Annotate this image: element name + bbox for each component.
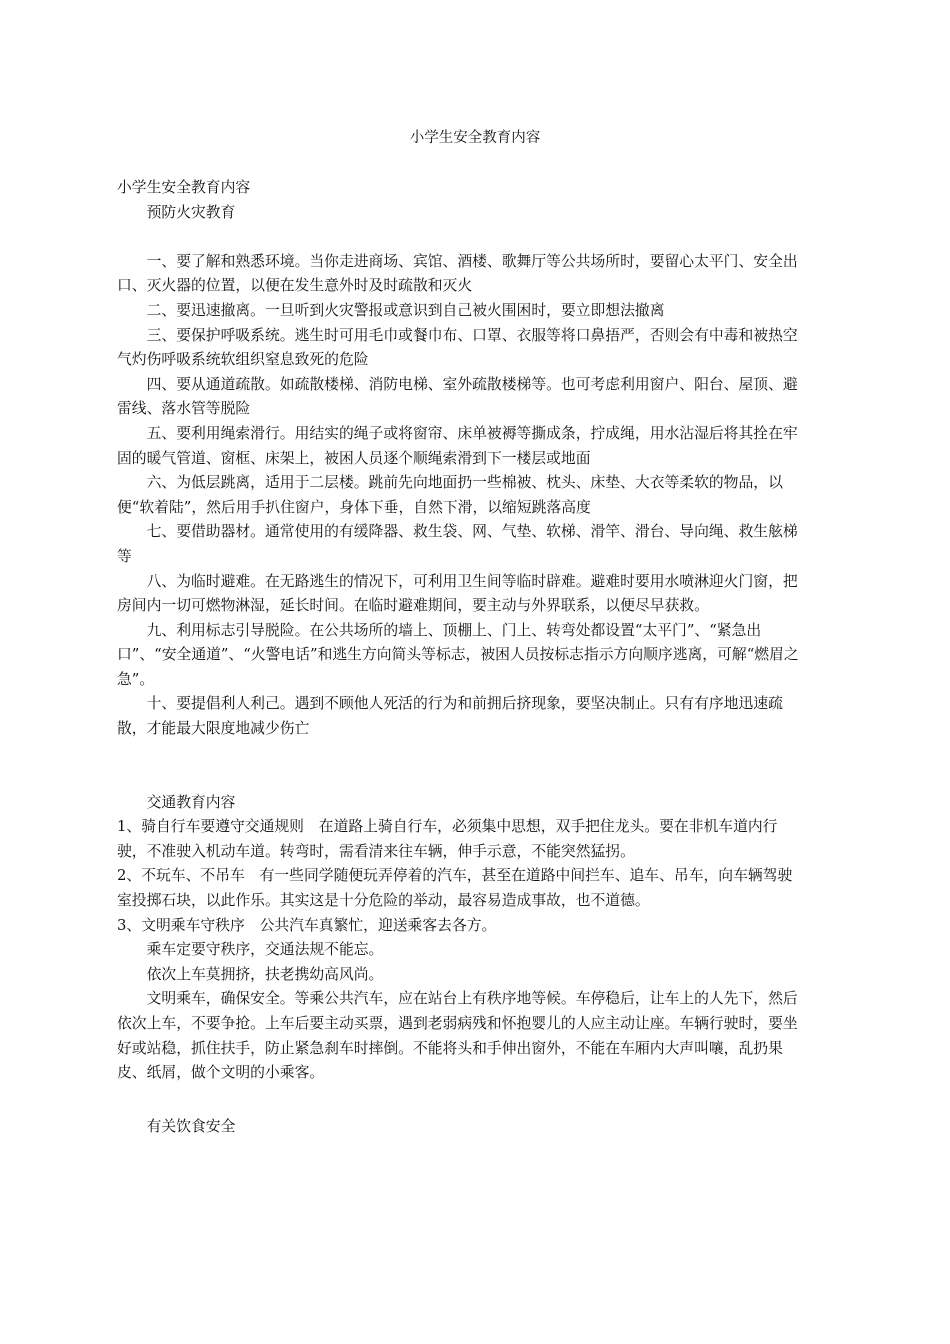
traffic-item-1: 1、骑自行车要遵守交通规则 在道路上骑自行车，必须集中思想，双手把住龙头。要在非机车道内行驶，不准驶入机动车道。转弯时，需看清来往车辆，伸手示意，不能突然猛拐。: [117, 818, 778, 860]
blank-space: [117, 742, 807, 791]
traffic-section-heading: 交通教育内容: [146, 793, 236, 811]
fire-item-9: 九、利用标志引导脱险。在公共场所的墙上、顶棚上、门上、转弯处都设置“太平门”、“紧急出口”、“安全通道”、“火警电话”和逃生方向简头等标志，被困人员按标志指示方向顺序逃离，可解“燃眉之急”。: [117, 621, 799, 688]
traffic-verse-1: 乘车定要守秩序，交通法规不能忘。: [146, 941, 384, 959]
document-title: 小学生安全教育内容: [409, 130, 541, 146]
fire-item-6: 六、为低层跳离，适用于二层楼。跳前先向地面扔一些棉被、枕头、床垫、大衣等柔软的物品，以便“软着陆”，然后用手扒住窗户，身体下垂，自然下滑，以缩短跳落高度: [117, 474, 783, 516]
blank-line: [117, 225, 807, 250]
traffic-verse-2: 依次上车莫拥挤，扶老携幼高风尚。: [146, 965, 384, 983]
fire-item-4: 四、要从通道疏散。如疏散楼梯、消防电梯、室外疏散楼梯等。也可考虑利用窗户、阳台、屋顶、避雷线、落水管等脱险: [117, 375, 798, 418]
traffic-item-2: 2、不玩车、不吊车 有一些同学随便玩弄停着的汽车，甚至在道路中间拦车、追车、吊车，向车辆驾驶室投掷石块，以此作乐。其实这是十分危险的举动，最容易造成事故，也不道德。: [117, 867, 793, 910]
food-section-heading: 有关饮食安全: [146, 1117, 236, 1135]
traffic-civil-paragraph: 文明乘车，确保安全。等乘公共汽车，应在站台上有秩序地等候。车停稳后，让车上的人先下，然后依次上车，不要争抢。上车后要主动买票，遇到老弱病残和怀抱婴儿的人应主动让座。车辆行驶时，要坐好或站稳，抓住扶手，防止紧急刹车时摔倒。不能将头和手伸出窗外，不能在车厢内大声叫嚷，乱扔果皮、纸屑，做个文明的小乘客。: [117, 990, 798, 1082]
blank-space: [117, 1086, 807, 1115]
fire-item-2: 二、要迅速撤离。一旦听到火灾警报或意识到自己被火围困时，要立即想法撤离: [146, 301, 665, 319]
fire-item-1: 一、要了解和熟悉环境。当你走进商场、宾馆、酒楼、歌舞厅等公共场所时，要留心太平门、安全出口、灭火器的位置，以便在发生意外时及时疏散和灭火: [117, 252, 798, 295]
section-subtitle: 小学生安全教育内容: [117, 179, 251, 196]
fire-item-8: 八、为临时避难。在无路逃生的情况下，可利用卫生间等临时辟难。避难时要用水喷淋迎火门窗，把房间内一切可燃物淋湿，延长时间。在临时避难期间，要主动与外界联系，以便尽早获救。: [117, 572, 798, 615]
fire-item-10: 十、要提倡利人利己。遇到不顾他人死活的行为和前拥后挤现象，要坚决制止。只有有序地迅速疏散，才能最大限度地减少伤亡: [117, 695, 783, 738]
traffic-item-3: 3、文明乘车守秩序 公共汽车真繁忙，迎送乘客去各方。: [117, 916, 497, 934]
fire-item-7: 七、要借助器材。通常使用的有缓降器、救生袋、网、气垫、软梯、滑竿、滑台、导向绳、救生舷梯等: [117, 523, 798, 565]
fire-item-5: 五、要利用绳索滑行。用结实的绳子或将窗帘、床单被褥等撕成条，拧成绳，用水沾湿后将其拴在牢固的暖气管道、窗框、床架上，被困人员逐个顺绳索滑到下一楼层或地面: [117, 424, 798, 467]
fire-item-3: 三、要保护呼吸系统。逃生时可用毛巾或餐巾布、口罩、衣服等将口鼻捂严，否则会有中毒和被热空气灼伤呼吸系统软组织窒息致死的危险: [117, 326, 798, 369]
document-body: [117, 176, 807, 1139]
fire-section-heading: 预防火灾教育: [146, 203, 236, 221]
